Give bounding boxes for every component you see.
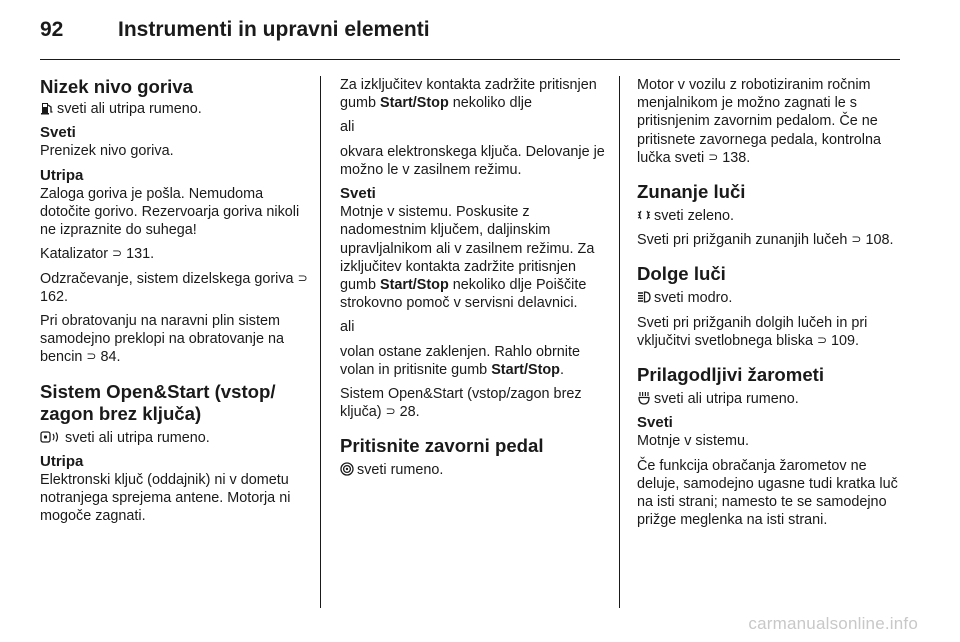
- subheading-sveti-2: Sveti: [340, 185, 376, 203]
- section-title-fuel: Nizek nivo goriva: [40, 76, 193, 97]
- column-2: [340, 76, 608, 486]
- col2-paragraph-1: Za izključitev kontakta zadržite pritisnjen gumb Start/Stop nekoliko dlje: [340, 77, 597, 112]
- high-beam-text: Sveti pri prižganih dolgih lučeh in pri vključitvi svetlobnega bliska ⊃ 109.: [637, 314, 868, 349]
- subheading-utripa-2: Utripa: [40, 452, 84, 470]
- open-start-indicator-line: sveti ali utripa rumeno.: [40, 429, 308, 447]
- cross-ref-icon: ⊃: [86, 349, 97, 364]
- odzracevanje-ref: Odzračevanje, sistem dizelskega goriva ⊃ 162.: [40, 270, 308, 305]
- cross-ref-icon: ⊃: [708, 149, 719, 164]
- section-title-adaptive-headlights: Prilagodljivi žarometi: [637, 364, 825, 386]
- start-stop-label: Start/Stop: [380, 95, 449, 112]
- cross-ref-icon: ⊃: [816, 332, 828, 347]
- subheading-sveti-1: Sveti: [40, 124, 76, 142]
- side-lights-icon: [637, 208, 651, 222]
- col2-paragraph-4: volan ostane zaklenjen. Rahlo obrnite volan in pritisnite gumb Start/Stop.: [340, 343, 581, 378]
- fuel-pump-icon: [40, 101, 54, 115]
- page-number: 92: [40, 18, 64, 41]
- col2-ali-2: ali: [340, 319, 355, 336]
- cross-ref-icon: ⊃: [297, 270, 308, 285]
- key-signal-icon: [40, 430, 62, 444]
- plin-ref: Pri obratovanju na naravni plin sistem samodejno preklopi na obratovanje na bencin ⊃ 84.: [40, 313, 285, 366]
- header-rule: [40, 59, 900, 60]
- high-beam-indicator-line: sveti modro.: [637, 289, 909, 307]
- open-start-utripa-text: Elektronski ključ (oddajnik) ni v dometu notranjega sprejema antene. Motorja ni mogoče zagnati.: [40, 472, 291, 525]
- subheading-sveti-3: Sveti: [637, 414, 673, 432]
- cross-ref-icon: ⊃: [385, 404, 396, 419]
- col2-paragraph-3: Motnje v sistemu. Poskusite z nadomestnim ključem, daljinskim upravljalnikom ali v zasilnem režimu. Za izključitev kontakta zadržite pritisnjen gumb Start/Stop nekoliko dlje Poiščite strokovno pomoč v servisni delavnici.: [340, 204, 595, 312]
- brake-indicator-line: sveti rumeno.: [340, 461, 608, 479]
- section-title-high-beam: Dolge luči: [637, 263, 726, 285]
- adaptive-text-1: Motnje v sistemu.: [637, 433, 749, 450]
- high-beam-icon: [637, 290, 651, 304]
- watermark: carmanualsonline.info: [748, 614, 918, 633]
- fuel-indicator-line: sveti ali utripa rumeno.: [40, 100, 308, 118]
- adaptive-text-2: Če funkcija obračanja žarometov ne deluje, samodejno ugasne tudi kratka luč na isti strani; namesto te se samodejno prižge meglenka na isti strani.: [637, 457, 898, 529]
- col2-paragraph-2: okvara elektronskega ključa. Delovanje je možno le v zasilnem režimu.: [340, 143, 605, 178]
- page-header: [40, 18, 430, 50]
- adaptive-indicator-line: sveti ali utripa rumeno.: [637, 390, 909, 408]
- cross-ref-icon: ⊃: [851, 232, 862, 247]
- column-divider-1: [320, 76, 321, 608]
- fuel-sveti-text: Prenizek nivo goriva.: [40, 143, 174, 160]
- cross-ref-icon: ⊃: [112, 246, 123, 261]
- column-1: [40, 76, 308, 532]
- exterior-lights-indicator-line: sveti zeleno.: [637, 207, 909, 225]
- brake-pedal-icon: [340, 462, 354, 476]
- col3-paragraph-1: Motor v vozilu z robotiziranim ročnim menjalnikom je možno zagnati le s pritisnjenim zavornim pedalom. Če ne pritisnete zavornega pedala, kontrolna lučka sveti ⊃ 138.: [637, 77, 882, 166]
- column-divider-2: [619, 76, 620, 608]
- page-title: Instrumenti in upravni elementi: [118, 18, 430, 41]
- fuel-utripa-text: Zaloga goriva je pošla. Nemudoma dotočite gorivo. Rezervoarja goriva nikoli ne izpraznite do suhega!: [40, 185, 300, 239]
- start-stop-label: Start/Stop: [380, 277, 449, 294]
- adaptive-headlight-icon: [637, 391, 651, 405]
- katalizator-ref: Katalizator ⊃ 131.: [40, 246, 155, 263]
- col2-paragraph-5: Sistem Open&Start (vstop/zagon brez ključa) ⊃ 28.: [340, 386, 582, 421]
- section-title-open-start: Sistem Open&Start (vstop/ zagon brez ključa): [40, 380, 276, 424]
- col2-ali-1: ali: [340, 119, 355, 136]
- start-stop-label: Start/Stop: [491, 361, 560, 378]
- subheading-utripa-1: Utripa: [40, 166, 84, 184]
- section-title-exterior-lights: Zunanje luči: [637, 181, 746, 203]
- column-3: [637, 76, 909, 535]
- section-title-brake-pedal: Pritisnite zavorni pedal: [340, 435, 544, 457]
- exterior-lights-text: Sveti pri prižganih zunanjih lučeh ⊃ 108.: [637, 232, 894, 249]
